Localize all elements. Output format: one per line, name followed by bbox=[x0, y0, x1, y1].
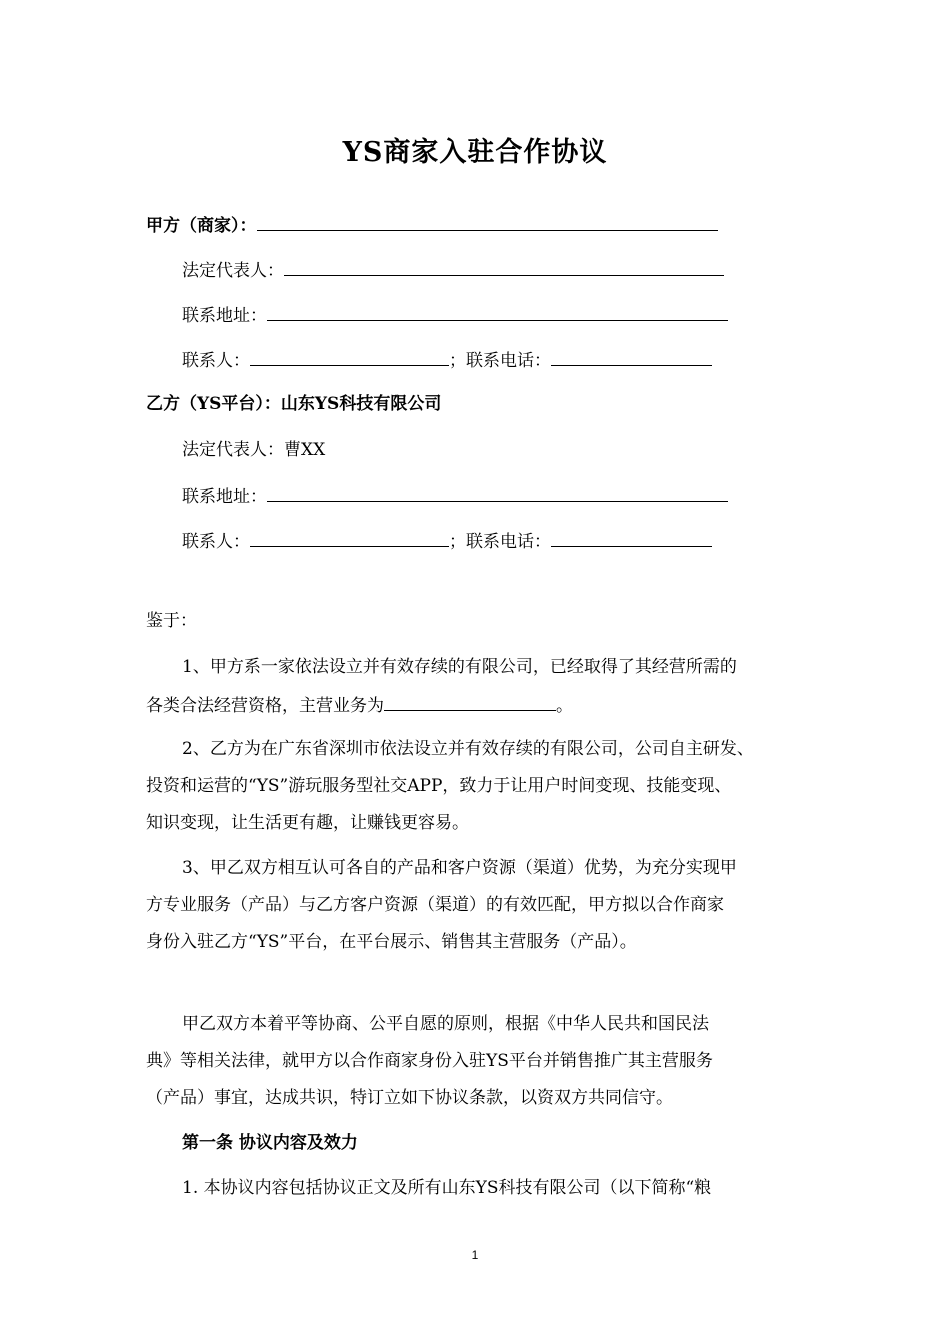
party-b-address-line bbox=[182, 483, 728, 509]
party-a-phone-field[interactable] bbox=[551, 347, 712, 366]
article1-clause1: 1. 本协议内容包括协议正文及所有山东YS科技有限公司（以下简称“粮 bbox=[182, 1178, 712, 1198]
whereas-item1-line2 bbox=[146, 692, 573, 718]
party-a-address-field[interactable] bbox=[267, 302, 728, 321]
party-a-legal-rep-field[interactable] bbox=[284, 257, 724, 276]
whereas-item2-line3: 知识变现，让生活更有趣，让赚钱更容易。 bbox=[146, 813, 469, 833]
party-a-name-field[interactable] bbox=[257, 212, 718, 231]
whereas-heading: 鉴于： bbox=[146, 611, 197, 631]
party-a-contact-line bbox=[182, 347, 712, 373]
whereas-item1-line1: 1、甲方系一家依法设立并有效存续的有限公司，已经取得了其经营所需的 bbox=[182, 657, 737, 677]
document-title: YS商家入驻合作协议 bbox=[342, 137, 608, 168]
whereas-item1-prefix: 各类合法经营资格，主营业务为 bbox=[146, 696, 384, 716]
party-a-contact-field[interactable] bbox=[250, 347, 449, 366]
party-a-address-label: 联系地址： bbox=[182, 306, 267, 326]
party-a-legal-rep-label: 法定代表人： bbox=[182, 261, 284, 281]
article1-heading: 第一条 协议内容及效力 bbox=[182, 1133, 358, 1153]
party-b-label: 乙方（YS平台）：山东YS科技有限公司 bbox=[146, 394, 442, 414]
preamble-line1: 甲乙双方本着平等协商、公平自愿的原则，根据《中华人民共和国民法 bbox=[182, 1014, 709, 1034]
whereas-item3-line2: 方专业服务（产品）与乙方客户资源（渠道）的有效匹配，甲方拟以合作商家 bbox=[146, 895, 724, 915]
whereas-item3-line3: 身份入驻乙方“YS”平台，在平台展示、销售其主营服务（产品）。 bbox=[146, 932, 637, 952]
party-b-phone-label: ；联系电话： bbox=[449, 532, 551, 552]
party-b-contact-label: 联系人： bbox=[182, 532, 250, 552]
party-a-contact-label: 联系人： bbox=[182, 351, 250, 371]
whereas-item2-line1: 2、乙方为在广东省深圳市依法设立并有效存续的有限公司，公司自主研发、 bbox=[182, 739, 754, 759]
party-b-address-label: 联系地址： bbox=[182, 487, 267, 507]
whereas-item2-line2: 投资和运营的“YS”游玩服务型社交APP，致力于让用户时间变现、技能变现、 bbox=[146, 776, 732, 796]
party-b-legal-rep-label: 法定代表人：曹XX bbox=[182, 440, 326, 460]
party-a-line bbox=[146, 212, 718, 238]
party-b-contact-line bbox=[182, 528, 712, 554]
party-b-line bbox=[146, 392, 441, 416]
party-b-phone-field[interactable] bbox=[551, 528, 712, 547]
party-b-contact-field[interactable] bbox=[250, 528, 449, 547]
party-a-phone-label: ；联系电话： bbox=[449, 351, 551, 371]
whereas-item3-line1: 3、甲乙双方相互认可各自的产品和客户资源（渠道）优势，为充分实现甲 bbox=[182, 858, 737, 878]
party-b-address-field[interactable] bbox=[267, 483, 728, 502]
preamble-line2: 典》等相关法律，就甲方以合作商家身份入驻YS平台并销售推广其主营服务 bbox=[146, 1051, 713, 1071]
main-business-field[interactable] bbox=[384, 692, 556, 711]
party-a-legal-rep-line bbox=[182, 257, 724, 283]
party-b-legal-rep-line bbox=[182, 438, 325, 462]
whereas-item1-suffix: 。 bbox=[556, 696, 573, 716]
page-number: 1 bbox=[471, 1248, 479, 1262]
party-a-label: 甲方（商家）： bbox=[146, 216, 257, 236]
preamble-line3: （产品）事宜，达成共识，特订立如下协议条款，以资双方共同信守。 bbox=[146, 1088, 673, 1108]
party-a-address-line bbox=[182, 302, 728, 328]
